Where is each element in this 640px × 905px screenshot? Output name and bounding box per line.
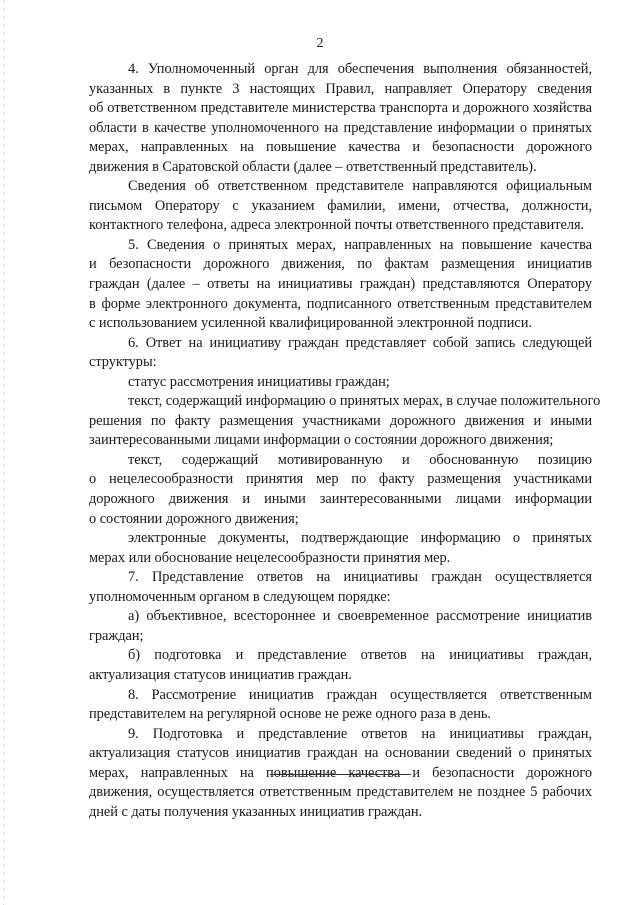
list-item-documents: электронные документы, подтверждающие информацию о принятых (128, 530, 592, 547)
paragraph-8-line: 8. Рассмотрение инициатив граждан осуществляется ответственным (128, 686, 592, 703)
paragraph-info-line: Сведения об ответственном представителе направляются официальным (128, 178, 592, 195)
paragraph-5-line: и безопасности дорожного движения, по фактам размещения инициатив (89, 256, 592, 273)
paragraph-4-line: движения в Саратовской области (далее – ответственный представитель). (89, 158, 537, 175)
paragraph-5-line: граждан (далее – ответы на инициативы граждан) представляются Оператору (89, 276, 592, 293)
paragraph-4-line: мерах, направленных на повышение качества и безопасности дорожного (89, 139, 592, 156)
paragraph-4-line: указанных в пункте 3 настоящих Правил, направляет Оператору сведения (89, 80, 592, 97)
list-item-documents: мерах или обоснование нецелесообразности принятия мер. (89, 549, 451, 566)
paragraph-9-line: дней с даты получения указанных инициатив граждан. (89, 803, 423, 820)
paragraph-6-line: структуры: (89, 354, 157, 371)
subitem-b-line: актуализация статусов инициатив граждан. (89, 666, 352, 683)
paragraph-9-line: актуализация статусов инициатив граждан на основании сведений о принятых (89, 745, 592, 762)
paragraph-4-line: об ответственном представителе министерства транспорта и дорожного хозяйства (89, 100, 592, 117)
paragraph-info-line: контактного телефона, адреса электронной почты ответственного представителя. (89, 217, 585, 234)
subitem-a-line: а) объективное, всестороннее и своевременное рассмотрение инициатив (128, 608, 592, 625)
list-item-positive-text: решения по факту размещения участниками дорожного движения и иными (89, 412, 592, 429)
scan-edge (3, 0, 4, 905)
document-body (89, 60, 601, 822)
list-item-negative-text: о состоянии дорожного движения; (89, 510, 299, 527)
paragraph-5-line: с использованием усиленной квалифицированной электронной подписи. (89, 315, 532, 332)
paragraph-9-line: мерах, направленных на повышение качества и безопасности дорожного (89, 764, 592, 781)
paragraph-5-line: в форме электронного документа, подписанного ответственным представителем (89, 295, 592, 312)
paragraph-8-line: представителем на регулярной основе не реже одного раза в день. (89, 706, 491, 723)
list-item-positive-text: текст, содержащий информацию о принятых мерах, в случае положительного (128, 393, 601, 410)
list-item-status: статус рассмотрения инициативы граждан; (128, 373, 390, 390)
list-item-negative-text: о нецелесообразности принятия мер по факту размещения участниками (89, 471, 592, 488)
paragraph-5-line: 5. Сведения о принятых мерах, направленных на повышение качества (128, 236, 592, 253)
paragraph-4-line: области в качестве уполномоченного на представление информации о принятых (89, 119, 592, 136)
list-item-negative-text: текст, содержащий мотивированную и обоснованную позицию (128, 451, 592, 468)
list-item-positive-text: заинтересованными лицами информации о состоянии дорожного движения; (89, 432, 554, 449)
paragraph-9-line: 9. Подготовка и представление ответов на инициативы граждан, (128, 725, 592, 742)
end-separator-line (270, 774, 411, 775)
subitem-b-line: б) подготовка и представление ответов на инициативы граждан, (128, 647, 592, 664)
paragraph-7-line: уполномоченным органом в следующем порядке: (89, 588, 391, 605)
paragraph-7-line: 7. Представление ответов на инициативы граждан осуществляется (128, 569, 592, 586)
subitem-a-line: граждан; (89, 627, 144, 644)
paragraph-6-line: 6. Ответ на инициативу граждан представляет собой запись следующей (128, 334, 592, 351)
paragraph-4-line: 4. Уполномоченный орган для обеспечения выполнения обязанностей, (128, 61, 592, 77)
paragraph-9-line: движения, осуществляется ответственным представителем не позднее 5 рабочих (89, 784, 592, 801)
page-number: 2 (316, 36, 324, 51)
list-item-negative-text: дорожного движения и иными заинтересованными лицами информации (89, 491, 592, 508)
paragraph-info-line: письмом Оператору с указанием фамилии, имени, отчества, должности, (89, 197, 592, 214)
